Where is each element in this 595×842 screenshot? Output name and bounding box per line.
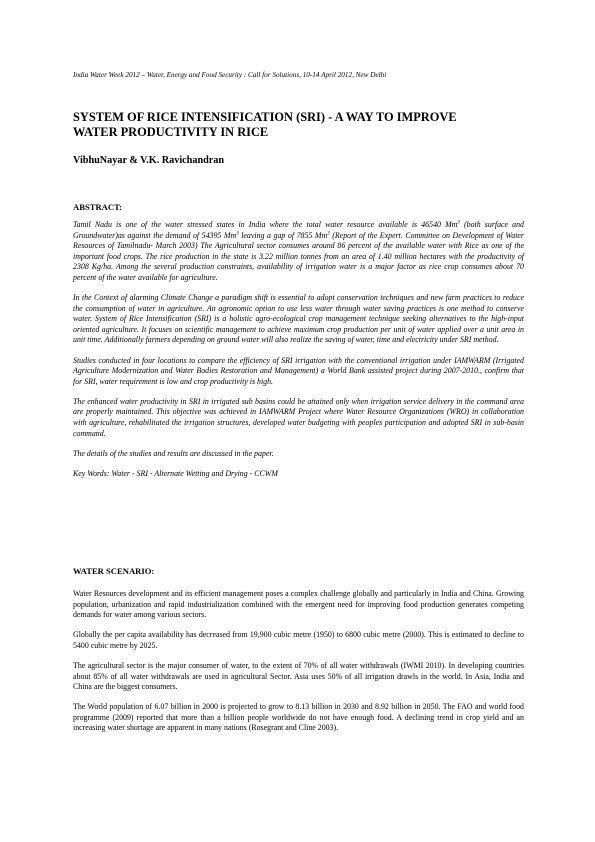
keywords: Key Words: Water - SRI - Alternate Wetting and Drying - CCWM <box>73 468 278 478</box>
body-paragraph-2: Globally the per capita availability has decreased from 19,900 cubic metre (1950) to 6800 cubic metre (2000). This is estimated to decline to 5400 cubic metre by 2025. <box>73 630 524 650</box>
abstract-paragraph-1: Tamil Nadu is one of the water stressed states in India where the total water resource available is 46540 Mm$^3$ (both surface and Groundwater)as against the demand of 54395 Mm$^3$ leaving a gap of 7855 Mm$^3$ (Report of the Expert. Committee on Development of Water Resources of Tamilnadu- March 2003) The Agricultural sector consumes around 86 percent of the available water with Rice as one of the important food crops. The rice production in the state is 3.22 million tonnes from an area of 1.40 million hectares with the productivity of 2308 Kg/ha. Among the several production constraints, availability of irrigation water is a major factor as rice crop consumes about 70 percent of the water available for agriculture. <box>73 220 524 282</box>
abstract <box>73 220 524 488</box>
body-paragraph-1: Water Resources development and its efficient management poses a complex challenge globally and particularly in India and China. Growing population, urbanization and rapid industrialization combined with the emergent need for improving food production generates competing demands for water among various sectors. <box>73 589 524 620</box>
running-header: India Water Week 2012 – Water, Energy and Food Security : Call for Solutions, 10-14 April 2012, New Delhi <box>73 71 387 79</box>
body-text <box>73 589 524 744</box>
abstract-paragraph-5: The details of the studies and results are discussed in the paper. <box>73 448 274 458</box>
authors: VibhuNayar & V.K. Ravichandran <box>73 155 225 166</box>
body-paragraph-4: The World population of 6.07 billion in 2000 is projected to grow to 8.13 billion in 2030 and 8.92 billion in 2050. The FAO and world food programme (2009) reported that more than a billion people worldwide do not have enough food. A declining trend in crop yield and an increasing water shortage are apparent in many nations (Rosegrant and Cline 2003). <box>73 702 524 733</box>
abstract-paragraph-3: Studies conducted in four locations to compare the efficiency of SRI irrigation with the conventional irrigation under IAMWARM (Irrigated Agriculture Modernization and Water Bodies Restoration and Management) a World Bank assisted project during 2007-2010., confirm that for SRI, water requirement is low and crop productivity is high. <box>73 355 524 386</box>
water-scenario-heading: WATER SCENARIO: <box>73 566 155 576</box>
abstract-heading: ABSTRACT: <box>73 202 123 212</box>
title-line-1: SYSTEM OF RICE INTENSIFICATION (SRI) - A WAY TO IMPROVE <box>73 110 457 124</box>
abstract-paragraph-4: The enhanced water productivity in SRI in irrigated sub basins could be attained only when irrigation service delivery in the command area are properly maintained. This objective was achieved in IAMWARM Project where Water Resource Organizations (WRO) in collaboration with agriculture, rehabilitated the irrigation structures, developed water budgeting with peoples participation and adopted SRI in sub-basin command. <box>73 396 524 438</box>
paper-title <box>73 110 524 140</box>
body-paragraph-3: The agricultural sector is the major consumer of water, to the extent of 70% of all water withdrawals (IWMI 2010). In developing countries about 85% of all water withdrawals are used in agricultural Sector. Asia uses 50% of all irrigation drawls in the world. In Asia, India and China are the biggest consumers. <box>73 660 524 692</box>
abstract-paragraph-2: In the Context of alarming Climate Change a paradigm shift is essential to adopt conservation techniques and new farm practices to reduce the consumption of water in agriculture. An agronomic option to use less water through water saving practices is one method to conserve water. System of Rice Intensification (SRI) is a holistic agro-ecological crop management technique seeking alternatives to the high-input oriented agriculture. It focuses on scientific management to achieve maximum crop production per unit of water applied over a unit area in unit time. Additionally farmers depending on ground water will also realize the saving of water, time and electricity under SRI method. <box>73 293 524 345</box>
title-line-2: WATER PRODUCTIVITY IN RICE <box>73 125 269 139</box>
